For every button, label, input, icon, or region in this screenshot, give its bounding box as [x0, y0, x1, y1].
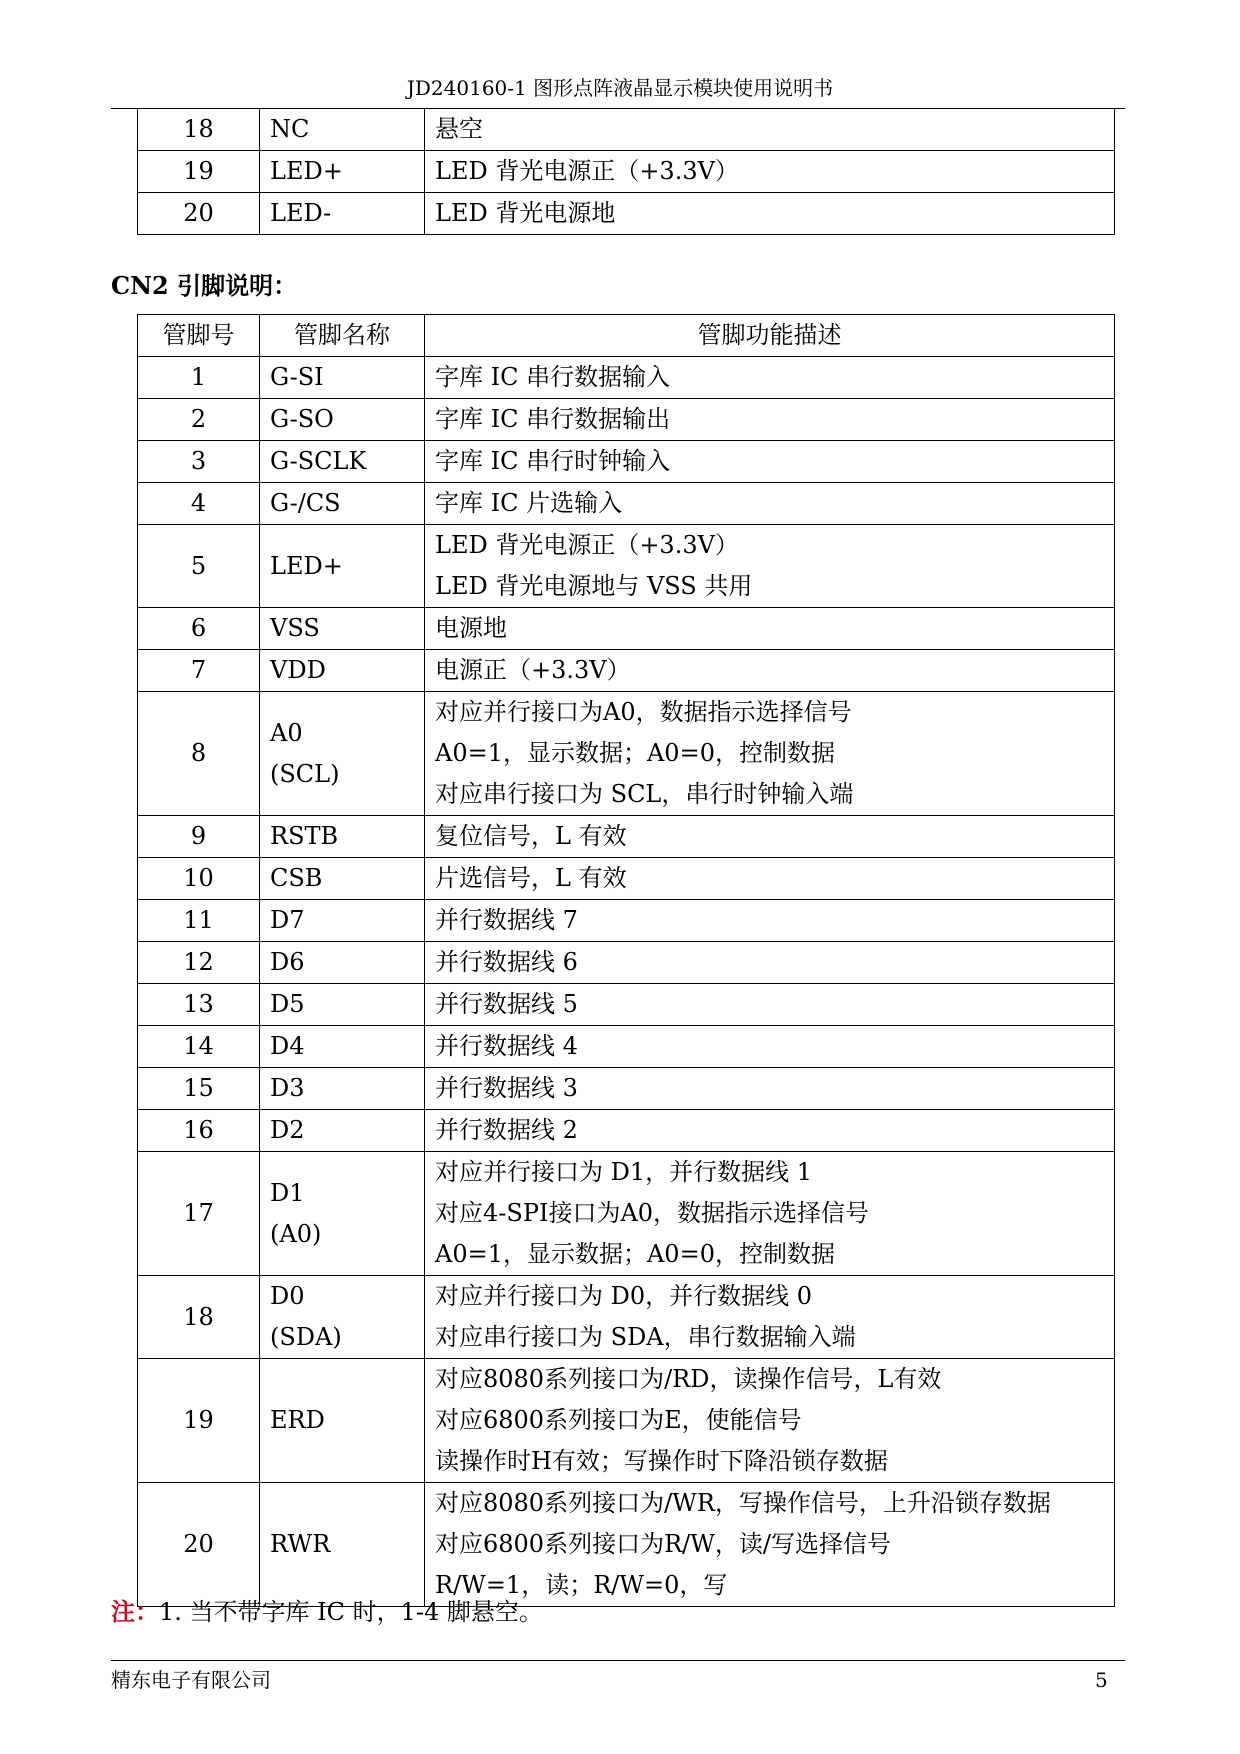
pin-number-cell: 13	[138, 984, 260, 1026]
pin-name-cell	[260, 357, 425, 399]
table-row	[138, 483, 1115, 525]
pin-name-cell	[260, 608, 425, 650]
table-row	[138, 1110, 1115, 1152]
pin-description-cell	[425, 1276, 1115, 1359]
pin-name-cell	[260, 193, 425, 235]
page-number: 5	[1095, 1668, 1108, 1692]
pin-name-line: G-SO	[270, 405, 334, 433]
pin-description-line: LED 背光电源正（+3.3V）	[435, 531, 739, 559]
pin-number-cell: 8	[138, 692, 260, 816]
cn2-section-title: CN2 引脚说明：	[111, 271, 298, 300]
pin-description-cell	[425, 151, 1115, 193]
pin-number-cell: 6	[138, 608, 260, 650]
pin-name-line: D3	[270, 1074, 305, 1102]
pin-name-cell	[260, 816, 425, 858]
table-row	[138, 858, 1115, 900]
pin-name-cell	[260, 650, 425, 692]
pin-description-line: 并行数据线 7	[435, 906, 578, 934]
pin-name-cell	[260, 692, 425, 816]
column-header-pin-name: 管脚名称	[260, 315, 425, 357]
column-header-pin-number: 管脚号	[138, 315, 260, 357]
pin-description-line: LED 背光电源地	[435, 199, 616, 227]
pin-name-line: LED+	[270, 551, 343, 580]
pin-name-line: D2	[270, 1116, 305, 1144]
pin-name-cell	[260, 109, 425, 151]
pin-description-cell	[425, 483, 1115, 525]
pin-description-line: 对应并行接口为A0，数据指示选择信号	[435, 698, 852, 726]
pin-description-line: 字库 IC 串行时钟输入	[435, 447, 671, 475]
pin-number-cell: 18	[138, 1276, 260, 1359]
pin-name-line: D7	[270, 906, 305, 934]
pin-name-line: (SCL)	[270, 759, 340, 788]
pin-description-cell	[425, 525, 1115, 608]
cn1-pin-table-continued	[137, 108, 1115, 235]
table-row	[138, 525, 1115, 608]
pin-description-cell	[425, 942, 1115, 984]
pin-name-line: D0	[270, 1282, 305, 1310]
pin-description-cell	[425, 900, 1115, 942]
pin-description-cell	[425, 1068, 1115, 1110]
pin-name-cell	[260, 399, 425, 441]
pin-description-line: 对应并行接口为 D0，并行数据线 0	[435, 1282, 813, 1310]
pin-description-line: LED 背光电源正（+3.3V）	[435, 157, 739, 185]
pin-description-cell	[425, 1026, 1115, 1068]
table-row	[138, 1483, 1115, 1607]
pin-description-cell	[425, 1483, 1115, 1607]
table-row	[138, 399, 1115, 441]
document-header-title: JD240160-1 图形点阵液晶显示模块使用说明书	[406, 76, 834, 100]
pin-description-line: 并行数据线 2	[435, 1116, 578, 1144]
cn2-pin-table	[137, 314, 1115, 1607]
pin-name-cell	[260, 942, 425, 984]
table-row	[138, 900, 1115, 942]
pin-name-cell	[260, 1359, 425, 1483]
pin-description-cell	[425, 193, 1115, 235]
footer-divider	[111, 1660, 1125, 1661]
table-row	[138, 1068, 1115, 1110]
table-row	[138, 1276, 1115, 1359]
table-row	[138, 1026, 1115, 1068]
pin-number-cell: 15	[138, 1068, 260, 1110]
pin-name-line: G-SI	[270, 363, 324, 391]
pin-name-cell	[260, 483, 425, 525]
pin-description-cell	[425, 608, 1115, 650]
pin-number-cell: 9	[138, 816, 260, 858]
pin-name-cell	[260, 1276, 425, 1359]
pin-description-line: 片选信号，L 有效	[435, 864, 627, 892]
pin-description-line: 电源正（+3.3V）	[435, 656, 631, 684]
pin-description-line: LED 背光电源地与 VSS 共用	[435, 572, 753, 600]
pin-description-line: 对应6800系列接口为R/W，读/写选择信号	[435, 1530, 891, 1558]
pin-name-cell	[260, 858, 425, 900]
pin-name-cell	[260, 1152, 425, 1276]
pin-name-line: RWR	[270, 1530, 331, 1558]
pin-name-line: (SDA)	[270, 1323, 342, 1351]
table-row	[138, 942, 1115, 984]
table-row	[138, 984, 1115, 1026]
pin-name-cell	[260, 1110, 425, 1152]
pin-description-line: A0=1，显示数据；A0=0，控制数据	[435, 1240, 835, 1268]
pin-description-cell	[425, 816, 1115, 858]
pin-description-line: R/W=1，读；R/W=0，写	[435, 1571, 728, 1599]
pin-description-line: 字库 IC 片选输入	[435, 489, 623, 517]
note-label: 注：	[111, 1597, 159, 1626]
pin-number-cell: 12	[138, 942, 260, 984]
pin-number-cell: 1	[138, 357, 260, 399]
pin-number-cell: 4	[138, 483, 260, 525]
pin-description-cell	[425, 399, 1115, 441]
pin-description-line: 复位信号，L 有效	[435, 822, 627, 850]
pin-name-line: G-/CS	[270, 489, 341, 517]
table-header-row	[138, 315, 1115, 357]
footer-company-name: 精东电子有限公司	[111, 1668, 271, 1692]
pin-description-line: 对应4-SPI接口为A0，数据指示选择信号	[435, 1199, 870, 1227]
pin-name-line: D1	[270, 1178, 305, 1207]
pin-number-cell: 18	[138, 109, 260, 151]
pin-number-cell: 19	[138, 151, 260, 193]
pin-name-line: ERD	[270, 1406, 325, 1434]
pin-description-line: 对应串行接口为 SCL，串行时钟输入端	[435, 780, 854, 808]
table-row	[138, 109, 1115, 151]
pin-name-cell	[260, 151, 425, 193]
table-row	[138, 151, 1115, 193]
pin-description-cell	[425, 984, 1115, 1026]
pin-description-line: 字库 IC 串行数据输入	[435, 363, 671, 391]
pin-description-cell	[425, 1110, 1115, 1152]
pin-number-cell: 20	[138, 1483, 260, 1607]
pin-description-line: 电源地	[435, 614, 507, 642]
pin-name-cell	[260, 1026, 425, 1068]
pin-description-cell	[425, 441, 1115, 483]
table-row	[138, 1359, 1115, 1483]
pin-number-cell: 17	[138, 1152, 260, 1276]
pin-number-cell: 3	[138, 441, 260, 483]
pin-name-line: LED-	[270, 199, 332, 227]
pin-name-line: VSS	[270, 614, 320, 642]
pin-number-cell: 5	[138, 525, 260, 608]
pin-description-line: 并行数据线 6	[435, 948, 578, 976]
table-row	[138, 1152, 1115, 1276]
pin-description-line: 对应8080系列接口为/WR，写操作信号，上升沿锁存数据	[435, 1489, 1051, 1517]
pin-name-line: A0	[270, 718, 303, 747]
table-row	[138, 816, 1115, 858]
pin-description-line: 并行数据线 3	[435, 1074, 578, 1102]
pin-name-cell	[260, 441, 425, 483]
pin-number-cell: 11	[138, 900, 260, 942]
table-row	[138, 692, 1115, 816]
pin-name-line: G-SCLK	[270, 447, 367, 475]
pin-number-cell: 16	[138, 1110, 260, 1152]
pin-number-cell: 2	[138, 399, 260, 441]
pin-number-cell: 14	[138, 1026, 260, 1068]
pin-name-line: D4	[270, 1032, 305, 1060]
pin-description-line: 读操作时H有效；写操作时下降沿锁存数据	[435, 1447, 888, 1475]
pin-description-line: 悬空	[435, 115, 483, 143]
table-row	[138, 650, 1115, 692]
pin-number-cell: 10	[138, 858, 260, 900]
pin-description-cell	[425, 1359, 1115, 1483]
pin-name-cell	[260, 525, 425, 608]
pin-number-cell: 19	[138, 1359, 260, 1483]
pin-description-cell	[425, 357, 1115, 399]
pin-description-line: 对应6800系列接口为E，使能信号	[435, 1406, 802, 1434]
pin-name-line: (A0)	[270, 1219, 322, 1248]
pin-description-cell	[425, 109, 1115, 151]
pin-name-line: D5	[270, 990, 305, 1018]
table-row	[138, 193, 1115, 235]
pin-name-cell	[260, 1483, 425, 1607]
pin-number-cell: 7	[138, 650, 260, 692]
pin-number-cell: 20	[138, 193, 260, 235]
pin-description-line: 对应并行接口为 D1，并行数据线 1	[435, 1158, 813, 1186]
pin-name-line: NC	[270, 115, 310, 143]
table-row	[138, 441, 1115, 483]
footnote	[111, 1596, 543, 1628]
pin-description-line: 字库 IC 串行数据输出	[435, 405, 671, 433]
pin-description-line: A0=1，显示数据；A0=0，控制数据	[435, 739, 835, 767]
note-text: 1. 当不带字库 IC 时，1-4 脚悬空。	[159, 1598, 543, 1626]
pin-name-line: CSB	[270, 864, 323, 892]
pin-name-cell	[260, 900, 425, 942]
pin-description-cell	[425, 692, 1115, 816]
pin-name-line: VDD	[270, 656, 326, 684]
table-row	[138, 357, 1115, 399]
pin-name-cell	[260, 984, 425, 1026]
pin-description-line: 对应8080系列接口为/RD，读操作信号，L有效	[435, 1365, 942, 1393]
pin-description-line: 并行数据线 5	[435, 990, 578, 1018]
pin-name-line: RSTB	[270, 822, 339, 850]
table-row	[138, 608, 1115, 650]
pin-name-line: D6	[270, 948, 305, 976]
pin-name-line: LED+	[270, 157, 343, 185]
column-header-pin-description: 管脚功能描述	[425, 315, 1115, 357]
pin-description-cell	[425, 650, 1115, 692]
pin-description-cell	[425, 858, 1115, 900]
pin-name-cell	[260, 1068, 425, 1110]
pin-description-line: 对应串行接口为 SDA，串行数据输入端	[435, 1323, 856, 1351]
pin-description-line: 并行数据线 4	[435, 1032, 578, 1060]
pin-description-cell	[425, 1152, 1115, 1276]
